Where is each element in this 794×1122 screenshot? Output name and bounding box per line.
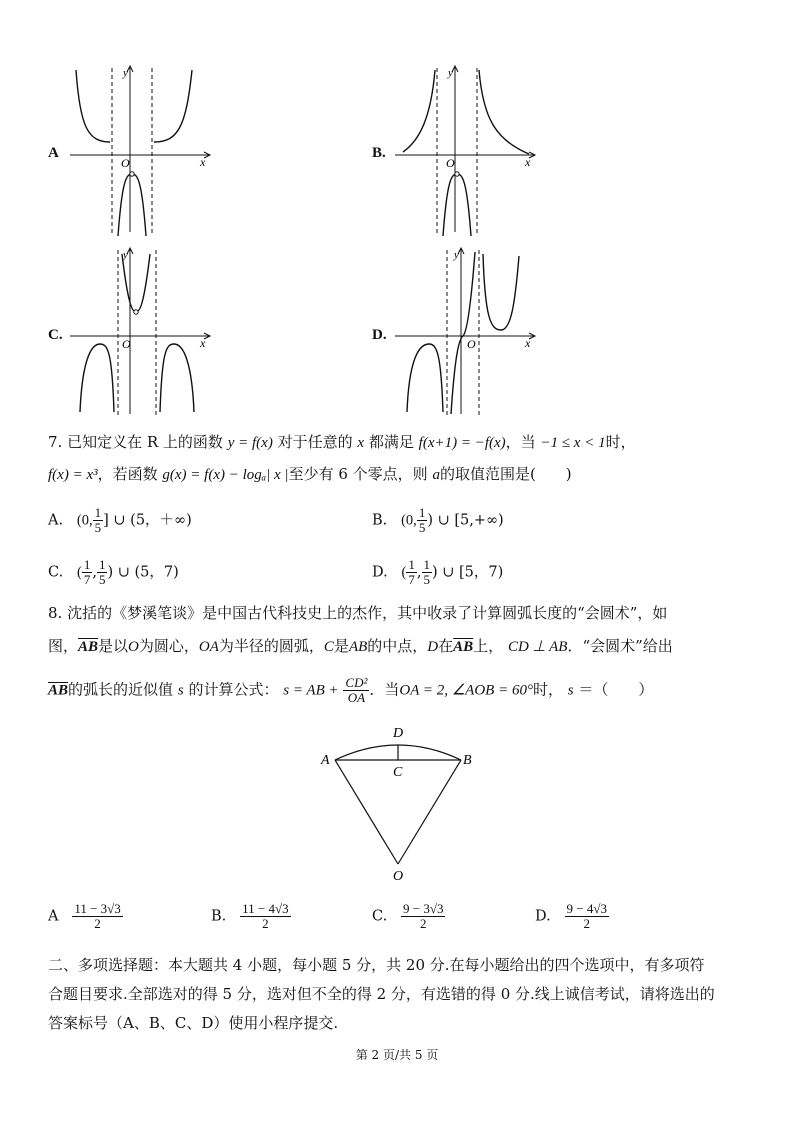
curve-right [479,70,529,154]
curve-right [483,254,519,330]
q7-text: 已知定义在 R 上的函数 [67,433,223,451]
q8-math: OA = 2, ∠AOB = 60° [399,682,533,699]
origin-label: O [122,337,131,351]
option-label: A. [48,512,64,529]
graph-a [70,62,220,238]
section-2-line: 答案标号（A、B、C、D）使用小程序提交. [48,1014,339,1032]
q8-text: 为圆心， [138,637,199,655]
formula-fraction: $\frac{\text{CD²}}{OA}$ [345,675,368,705]
q8-option-a [48,902,123,931]
option-label: D. [372,564,388,581]
curve-middle [443,174,471,236]
graph-b-label: B. [372,145,386,161]
x-label: x [200,336,206,350]
segment-oa [335,760,398,864]
q8-line-3 [48,676,653,705]
y-label: y [123,67,128,79]
q8-line-2 [48,636,673,657]
q7-text: 的取值范围是( ) [439,465,572,483]
option-label: D. [535,908,551,925]
q7-math: x [357,435,365,451]
q7-math: f(x+1) = −f(x) [418,435,506,451]
q8-text: ＝（ ） [578,680,654,699]
option-label: C. [48,564,64,581]
sector-figure [315,718,485,886]
q8-math: OA [198,639,219,655]
q8-number: 8. [48,604,63,622]
section-2-line: 合题目要求.全部选对的得 5 分，选对但不全的得 2 分，有选错的得 0 分.线上诚信考试，请将选出的 [48,985,715,1003]
point-a-label: A [321,753,330,768]
q7-text: 时， [605,433,636,451]
origin-label: O [467,337,476,351]
graph-b [395,62,545,238]
option-part: ) ∪ [5,+∞) [427,512,504,529]
fraction: $\frac{1}{5}$ [418,505,426,535]
q8-text: 沈括的《梦溪笔谈》是中国古代科技史上的杰作，其中收录了计算圆弧长度的“会圆术”，如 [67,604,668,622]
x-label: x [200,155,206,169]
fraction: $\frac{1}{5}$ [423,557,430,587]
q8-option-c [372,902,445,931]
q8-text: 是以 [98,637,129,655]
q8-text: ．“会圆术”给出 [567,637,673,655]
segment-ob [398,760,461,864]
graph-c-label: C. [48,327,63,343]
curve-right [154,70,192,142]
q7-math: g(x) = f(x) − logₐ| x | [162,467,289,483]
q7-math: a [432,467,440,483]
option-part: (0, [76,512,93,529]
origin-label: O [121,156,130,170]
origin-label: O [446,156,455,170]
option-label: B. [211,908,227,925]
curve-left [76,70,110,142]
curve-left [407,344,443,412]
q8-math: CD ⊥ AB [507,639,568,655]
q8-math: C [323,639,334,655]
fraction: $\frac{11 - 4√3}{2}$ [242,901,289,931]
option-part: ) ∪ [5，7) [432,564,504,581]
q7-text: ，当 [505,433,536,451]
option-part: ) ∪ (5，7) [107,564,179,581]
page-footer: 第 2 页/共 5 页 [355,1048,439,1062]
point-b-label: B [463,753,472,768]
fraction: $\frac{1}{5}$ [98,557,106,587]
q7-text: 对于任意的 [277,433,353,451]
q7-math: f(x) = x³ [48,467,98,483]
q7-option-d: D. ( $\frac{1}{7}$ , $\frac{1}{5}$ ) ∪ [5，7) [372,557,504,587]
q8-math: s [177,682,184,699]
q7-text: 都满足 [368,433,414,451]
fraction: $\frac{1}{7}$ [83,557,91,587]
q7-line-1 [48,432,636,453]
q8-text: 时， [532,680,563,699]
fraction: $\frac{9 - 3√3}{2}$ [403,901,444,931]
curve-right [160,344,194,412]
point-d-label: D [393,726,404,741]
point-o-label: O [393,869,404,884]
q8-text: 在 [438,637,454,655]
q8-text: 是 [333,637,349,655]
curve-middle [118,174,146,236]
q7-option-c: C. ( $\frac{1}{7}$ , $\frac{1}{5}$ ) ∪ (5，7) [48,557,179,587]
fraction: $\frac{9 - 4√3}{2}$ [566,901,608,931]
q7-math: y = f(x) [227,435,273,451]
option-part: ( [401,564,407,581]
option-part: ( [77,564,82,581]
arc-ab: $\overline{AB}$ [48,682,69,699]
graph-c [70,244,220,420]
section-2-line: 二、多项选择题：本大题共 4 小题，每小题 5 分，共 20 分.在每小题给出的四个选项中，有多项符 [48,956,705,974]
curve-left [403,70,435,152]
q8-math: D [427,639,439,655]
q8-text: 为半径的圆弧， [218,637,324,655]
q8-math: AB [348,639,368,655]
q8-math: O [128,639,139,655]
q7-text: 至少有 6 个零点，则 [288,465,428,483]
option-label: A [48,908,59,925]
curve-middle [451,252,475,414]
option-label: C. [372,908,388,925]
y-label: y [123,249,128,261]
option-part: (0, [401,512,417,529]
fraction: $\frac{1}{5}$ [94,505,102,535]
q7-text: ，若函数 [97,465,158,483]
q7-option-a [48,506,192,535]
fraction: $\frac{1}{7}$ [408,557,415,587]
q7-number: 7. [48,433,63,451]
q7-option-b [372,506,504,535]
graph-d-label: D. [372,327,387,343]
q8-text: 图， [48,637,79,655]
fraction: $\frac{11 - 3√3}{2}$ [74,901,121,931]
y-label: y [448,67,453,79]
x-label: x [525,155,531,169]
graph-a-label: A [48,145,59,161]
q8-text: 的弧长的近似值 [68,680,174,699]
option-part: ] ∪ (5，＋∞) [103,512,192,529]
q8-math: s [567,682,574,699]
q8-text: 上， [473,637,504,655]
q8-text: 的中点， [367,637,428,655]
curve-left [80,344,114,412]
q7-math: −1 ≤ x < 1 [540,435,606,451]
x-label: x [525,336,531,350]
point-c-label: C [393,765,403,780]
y-label: y [454,249,459,261]
q7-line-2 [48,464,572,485]
q8-option-d [535,902,609,931]
arc-ab: $\overline{AB}$ [453,639,474,655]
q8-option-b [211,902,291,931]
option-label: B. [372,512,388,529]
arc-ab: $\overline{AB}$ [78,639,99,655]
q8-text: ．当 [369,680,400,699]
curve-middle [122,254,150,312]
section-2-instructions [48,951,768,1038]
q8-line-1 [48,603,667,623]
formula: s = AB + [283,682,339,699]
q8-text: 的计算公式： [188,680,279,699]
graph-d [395,244,545,420]
